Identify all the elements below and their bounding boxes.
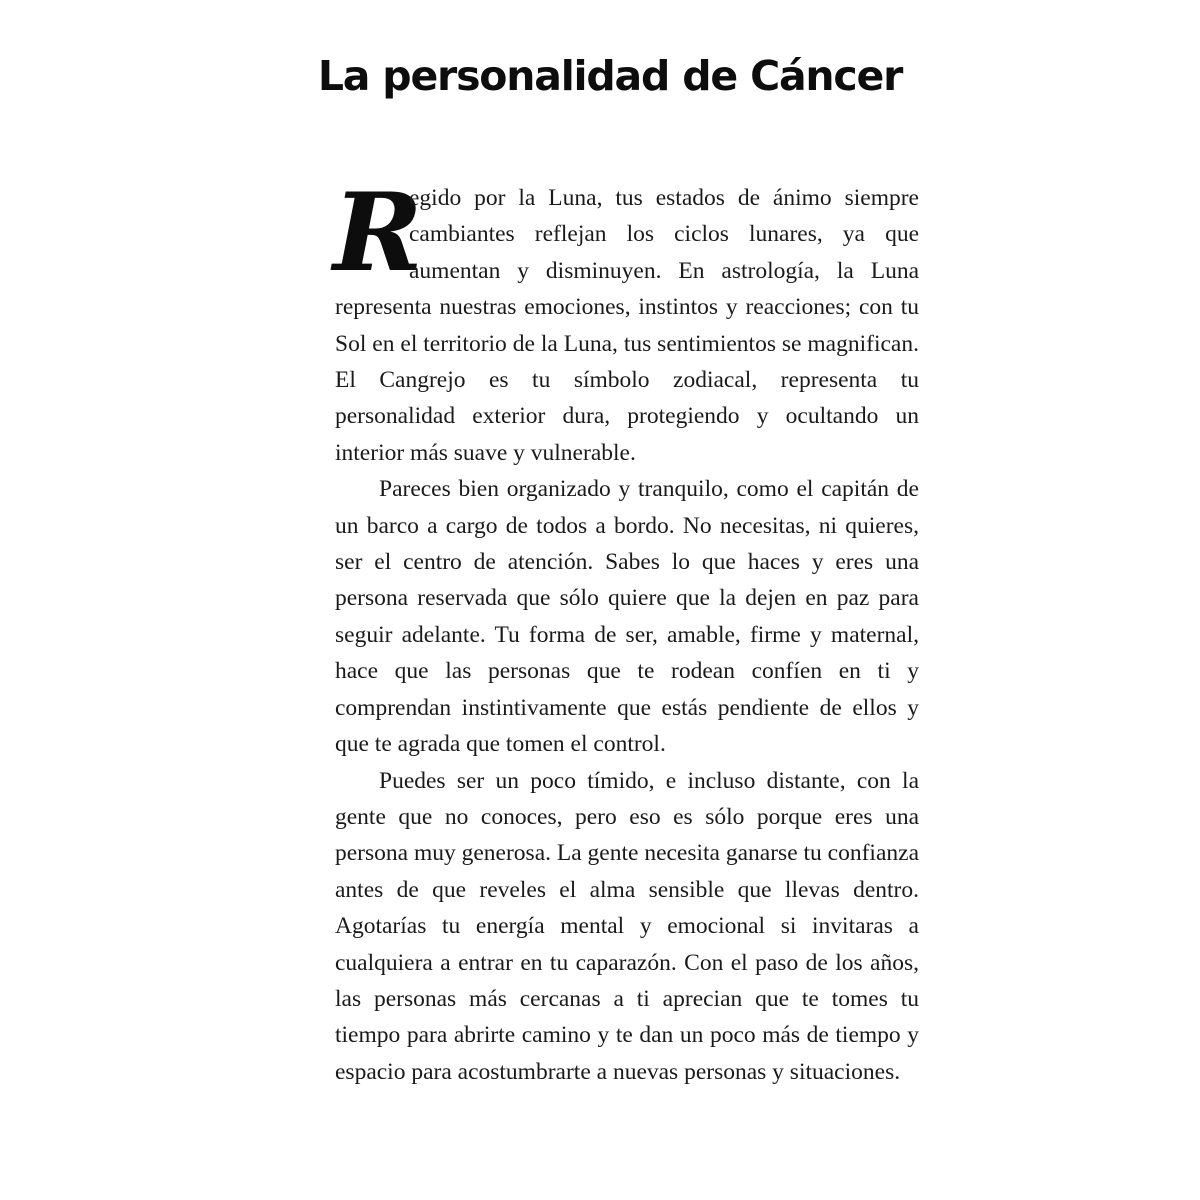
paragraph-1	[333, 170, 919, 471]
paragraph-2: Pareces bien organizado y tranquilo, como el capitán de un barco a cargo de todos a bordo. No necesitas, ni quieres, ser el centro de atención. Sabes lo que haces y eres una persona reservada que sólo quiere que la dejen en paz para seguir adelante. Tu forma de ser, amable, firme y maternal, hace que las personas que te rodean confíen en ti y comprendan instintivamente que estás pendiente de ellos y que te agrada que tomen el control.	[335, 476, 919, 758]
paragraph-1-text: egido por la Luna, tus estados de ánimo siempre cambiantes reflejan los ciclos lunares, ya que aumentan y disminuyen. En astrología, la Luna representa nuestras emociones, instintos y reacciones; con tu Sol en el territorio de la Luna, tus sentimientos se magnifican. El Cangrejo es tu símbolo zodiacal, representa tu personalidad exterior dura, protegiendo y ocultando un interior más suave y vulnerable.	[335, 185, 919, 466]
page-title: La personalidad de Cáncer	[317, 52, 903, 100]
page-body	[333, 170, 919, 1090]
drop-cap: R	[333, 170, 423, 296]
paragraph-3: Puedes ser un poco tímido, e incluso distante, con la gente que no conoces, pero eso es sólo porque eres una persona muy generosa. La gente necesita ganarse tu confianza antes de que reveles el alma sensible que llevas dentro. Agotarías tu energía mental y emocional si invitaras a cualquiera a entrar en tu caparazón. Con el paso de los años, las personas más cercanas a ti aprecian que te tomes tu tiempo para abrirte camino y te dan un poco más de tiempo y espacio para acostumbrarte a nuevas personas y situaciones.	[335, 767, 919, 1085]
